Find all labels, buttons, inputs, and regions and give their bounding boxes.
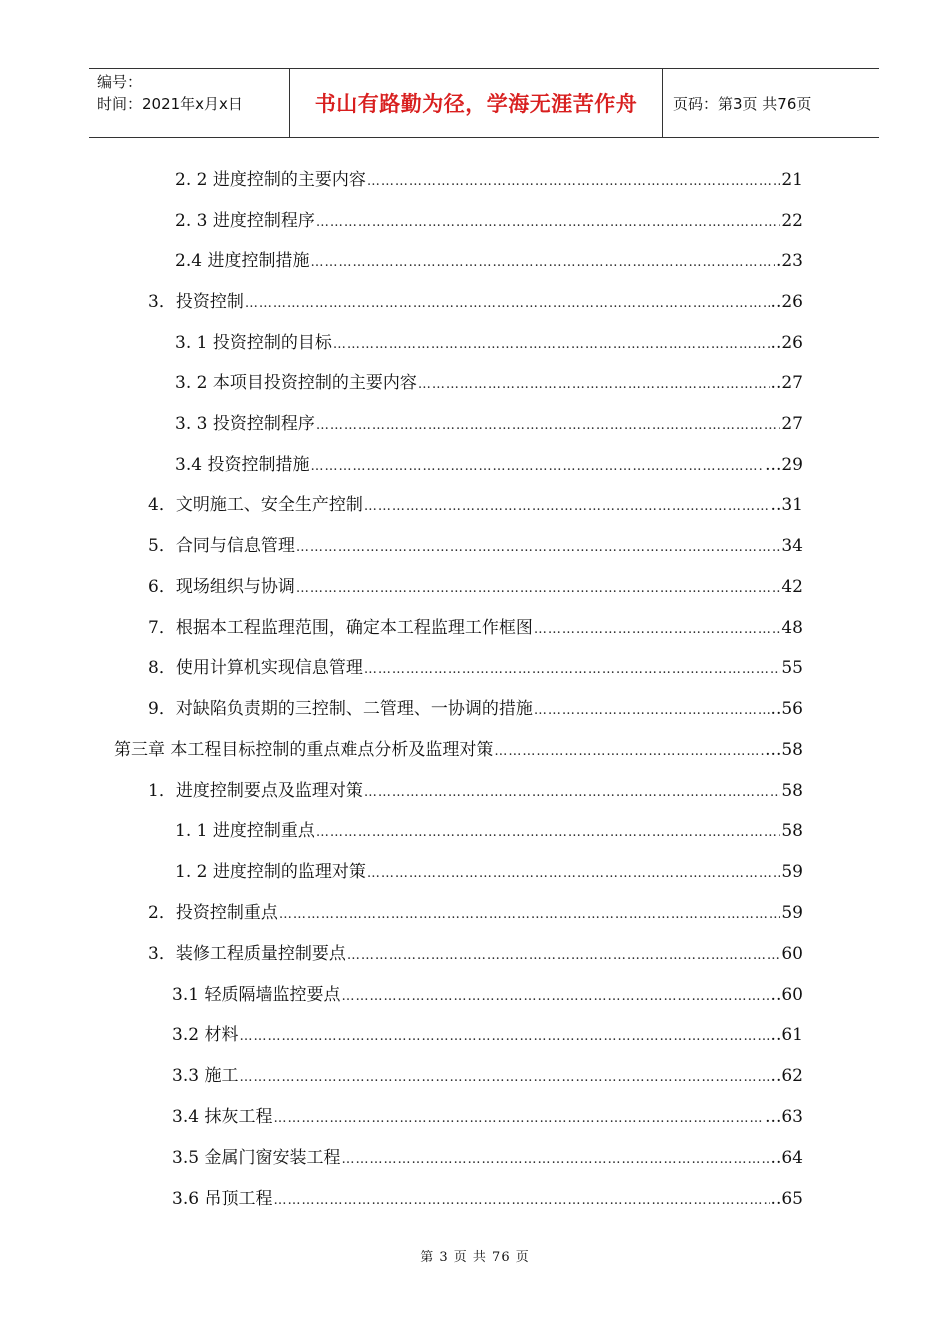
toc-leader-dots: [296, 536, 781, 560]
toc-entry-page: 59: [781, 903, 803, 923]
toc-entry-title: 7．根据本工程监理范围，确定本工程监理工作框图: [148, 618, 533, 638]
header-meta: [89, 69, 290, 137]
toc-entry-title: 3.4 投资控制措施: [175, 455, 310, 475]
toc-entry: [148, 901, 803, 925]
toc-leader-dots: [333, 333, 770, 357]
toc-entry: [172, 1146, 803, 1170]
toc-leader-dots: [364, 495, 770, 519]
toc-entry: [172, 1023, 803, 1047]
toc-entry-page: 58: [781, 821, 803, 841]
toc-leader-dots: [310, 251, 775, 275]
toc-entry-title: 3．投资控制: [148, 292, 244, 312]
toc-entry-page: ..62: [770, 1066, 803, 1086]
toc-entry: [175, 819, 803, 843]
toc-leader-dots: [347, 944, 781, 968]
toc-entry-page: 48: [781, 618, 803, 638]
toc-entry: [175, 371, 803, 395]
toc-leader-dots: [279, 903, 781, 927]
toc-entry-title: 6．现场组织与协调: [148, 577, 295, 597]
header-motto: 书山有路勤为径，学海无涯苦作舟: [290, 69, 663, 137]
header-page-info: 页码：第3页 共76页: [673, 94, 812, 113]
toc-entry-title: 8．使用计算机实现信息管理: [148, 658, 363, 678]
toc-entry-title: 3.2 材料: [172, 1025, 239, 1045]
toc-entry-title: 5．合同与信息管理: [148, 536, 295, 556]
toc-entry-page: 60: [781, 944, 803, 964]
toc-leader-dots: [367, 862, 781, 886]
toc-entry-title: 2．投资控制重点: [148, 903, 278, 923]
toc-leader-dots: [239, 1025, 769, 1049]
toc-entry-title: 3.1 轻质隔墙监控要点: [172, 985, 341, 1005]
toc-entry: [175, 860, 803, 884]
toc-entry-page: 27: [781, 414, 803, 434]
toc-entry-page: ...29: [765, 455, 803, 475]
toc-leader-dots: [364, 658, 781, 682]
toc-entry-title: 1. 2 进度控制的监理对策: [175, 862, 366, 882]
toc-entry-page: ..56: [770, 699, 803, 719]
toc-leader-dots: [534, 618, 781, 642]
toc-entry-page: .23: [775, 251, 803, 271]
toc-entry-page: ..26: [770, 292, 803, 312]
toc-entry: [114, 738, 803, 762]
toc-entry: [148, 575, 803, 599]
toc-entry-page: 58: [781, 781, 803, 801]
toc-entry-page: ...58: [765, 740, 803, 760]
toc-leader-dots: [316, 211, 781, 235]
toc-entry-title: 第三章 本工程目标控制的重点难点分析及监理对策: [114, 740, 494, 760]
toc-entry-page: ..31: [770, 495, 803, 515]
toc-leader-dots: [364, 781, 781, 805]
number-label: 编号：: [97, 73, 143, 91]
toc-leader-dots: [534, 699, 770, 723]
page-header: [89, 68, 879, 138]
toc-entry-title: 3.6 吊顶工程: [172, 1189, 273, 1209]
toc-entry: [172, 983, 803, 1007]
toc-entry: [175, 249, 803, 273]
toc-entry-page: ...63: [765, 1107, 803, 1127]
toc-entry-title: 2.4 进度控制措施: [175, 251, 310, 271]
toc-entry-page: ..61: [770, 1025, 803, 1045]
toc-leader-dots: [316, 414, 781, 438]
toc-leader-dots: [316, 821, 781, 845]
toc-entry: [148, 534, 803, 558]
toc-entry: [175, 412, 803, 436]
toc-leader-dots: [273, 1107, 764, 1131]
toc-entry-title: 2. 2 进度控制的主要内容: [175, 170, 366, 190]
toc-entry: [148, 942, 803, 966]
toc-entry: [148, 697, 803, 721]
toc-entry-page: ..64: [770, 1148, 803, 1168]
toc-entry-title: 9．对缺陷负责期的三控制、二管理、一协调的措施: [148, 699, 533, 719]
toc-entry-page: 42: [781, 577, 803, 597]
toc-entry: [172, 1187, 803, 1211]
toc-entry-title: 3.4 抹灰工程: [172, 1107, 273, 1127]
toc-leader-dots: [494, 740, 764, 764]
toc-leader-dots: [341, 985, 769, 1009]
toc-leader-dots: [341, 1148, 769, 1172]
toc-entry-title: 3.3 施工: [172, 1066, 239, 1086]
toc-leader-dots: [418, 373, 770, 397]
toc-leader-dots: [273, 1189, 769, 1213]
toc-entry-title: 1．进度控制要点及监理对策: [148, 781, 363, 801]
toc-entry-title: 3．装修工程质量控制要点: [148, 944, 346, 964]
toc-entry-page: 21: [781, 170, 803, 190]
toc-entry: [172, 1064, 803, 1088]
toc-entry: [148, 616, 803, 640]
toc-entry-title: 3.5 金属门窗安装工程: [172, 1148, 341, 1168]
toc-entry-title: 2. 3 进度控制程序: [175, 211, 315, 231]
page-footer: 第 3 页 共 76 页: [420, 1250, 530, 1265]
toc-entry-page: ..27: [770, 373, 803, 393]
toc-entry-title: 3. 3 投资控制程序: [175, 414, 315, 434]
toc-entry: [148, 779, 803, 803]
toc-leader-dots: [239, 1066, 769, 1090]
toc-leader-dots: [310, 455, 764, 479]
toc-entry: [175, 453, 803, 477]
toc-entry: [148, 290, 803, 314]
toc-entry-title: 3. 2 本项目投资控制的主要内容: [175, 373, 417, 393]
toc-leader-dots: [296, 577, 781, 601]
toc-entry-page: 55: [781, 658, 803, 678]
toc-entry: [175, 209, 803, 233]
time-label: 时间：2021年x月x日: [97, 95, 243, 113]
toc-entry: [148, 656, 803, 680]
toc-leader-dots: [245, 292, 770, 316]
toc-entry-page: 22: [781, 211, 803, 231]
toc-leader-dots: [367, 170, 781, 194]
toc-entry-page: ..26: [770, 333, 803, 353]
toc-entry-page: 59: [781, 862, 803, 882]
toc-entry-title: 1. 1 进度控制重点: [175, 821, 315, 841]
toc-entry: [175, 331, 803, 355]
toc-entry: [175, 168, 803, 192]
toc-entry-title: 4．文明施工、安全生产控制: [148, 495, 363, 515]
toc-entry: [172, 1105, 803, 1129]
toc-entry: [148, 493, 803, 517]
toc-entry-page: ..60: [770, 985, 803, 1005]
toc-entry-page: 34: [781, 536, 803, 556]
toc-entry-title: 3. 1 投资控制的目标: [175, 333, 332, 353]
toc-entry-page: ..65: [770, 1189, 803, 1209]
